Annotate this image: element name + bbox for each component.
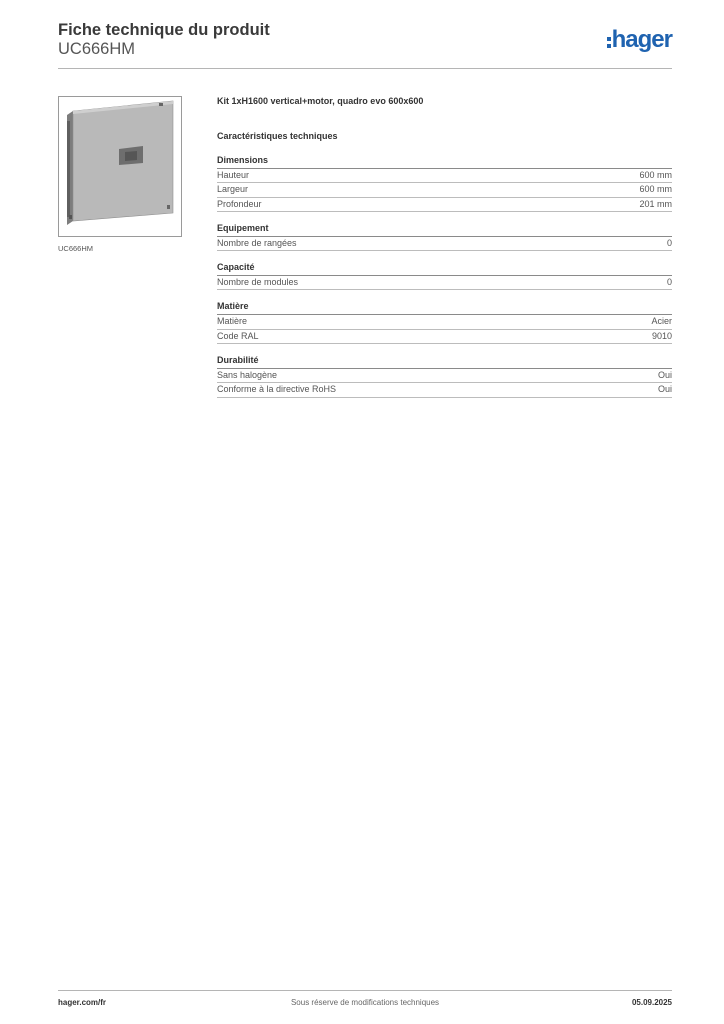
spec-row	[217, 369, 672, 383]
spec-row	[217, 237, 672, 251]
panel-kit-product-photo-icon	[59, 97, 181, 236]
header-divider	[58, 68, 672, 69]
hager-logo	[607, 26, 672, 54]
spec-label: Nombre de rangées	[217, 237, 297, 248]
group-title: Dimensions	[217, 155, 269, 165]
footer-disclaimer: Sous réserve de modifications techniques	[290, 998, 440, 1007]
spec-value: 0	[666, 277, 672, 288]
spec-row	[217, 183, 672, 197]
group-title: Capacité	[217, 262, 255, 273]
spec-row	[217, 383, 672, 397]
spec-row	[217, 330, 672, 344]
spec-value: Acier	[651, 316, 672, 327]
spec-label: Largeur	[217, 184, 249, 195]
spec-label: Conforme à la directive RoHS	[217, 384, 337, 395]
spec-value: 600 mm	[639, 170, 672, 180]
image-caption: UC666HM	[58, 244, 94, 253]
product-description: Kit 1xH1600 vertical+motor, quadro evo 600x600	[217, 96, 424, 106]
spec-group-equipement	[217, 223, 672, 251]
specs-title: Caractéristiques techniques	[217, 131, 338, 141]
spec-value: Oui	[657, 384, 672, 395]
product-reference: UC666HM	[58, 40, 136, 58]
spec-value: 0	[666, 237, 672, 248]
logo-text: hager	[611, 26, 672, 53]
product-image	[58, 96, 182, 237]
page-header	[58, 20, 672, 68]
spec-row	[217, 198, 672, 212]
logo-colon-icon	[607, 37, 611, 48]
group-title: Durabilité	[217, 355, 259, 366]
spec-label: Sans halogène	[217, 370, 278, 381]
spec-label: Code RAL	[217, 330, 259, 341]
spec-row	[217, 169, 672, 183]
footer-divider	[58, 990, 672, 991]
product-content	[217, 96, 672, 398]
group-title: Matière	[217, 301, 249, 312]
spec-label: Profondeur	[217, 198, 262, 209]
spec-value: 9010	[651, 330, 672, 341]
spec-value: Oui	[657, 370, 672, 381]
footer-date: 05.09.2025	[631, 998, 672, 1007]
spec-label: Nombre de modules	[217, 277, 299, 288]
spec-value: 600 mm	[639, 184, 672, 195]
spec-group-capacite	[217, 262, 672, 290]
spec-group-durabilite	[217, 355, 672, 398]
spec-value: 201 mm	[639, 198, 672, 209]
spec-group-matiere	[217, 301, 672, 344]
footer-website-link[interactable]: hager.com/fr	[58, 998, 107, 1007]
document-title: Fiche technique du produit	[58, 21, 270, 39]
group-title: Equipement	[217, 222, 269, 233]
page-footer	[58, 998, 672, 1010]
spec-group-dimensions	[217, 155, 672, 212]
spec-label: Hauteur	[217, 170, 250, 180]
spec-row	[217, 315, 672, 329]
spec-label: Matière	[217, 316, 248, 327]
spec-row	[217, 276, 672, 290]
